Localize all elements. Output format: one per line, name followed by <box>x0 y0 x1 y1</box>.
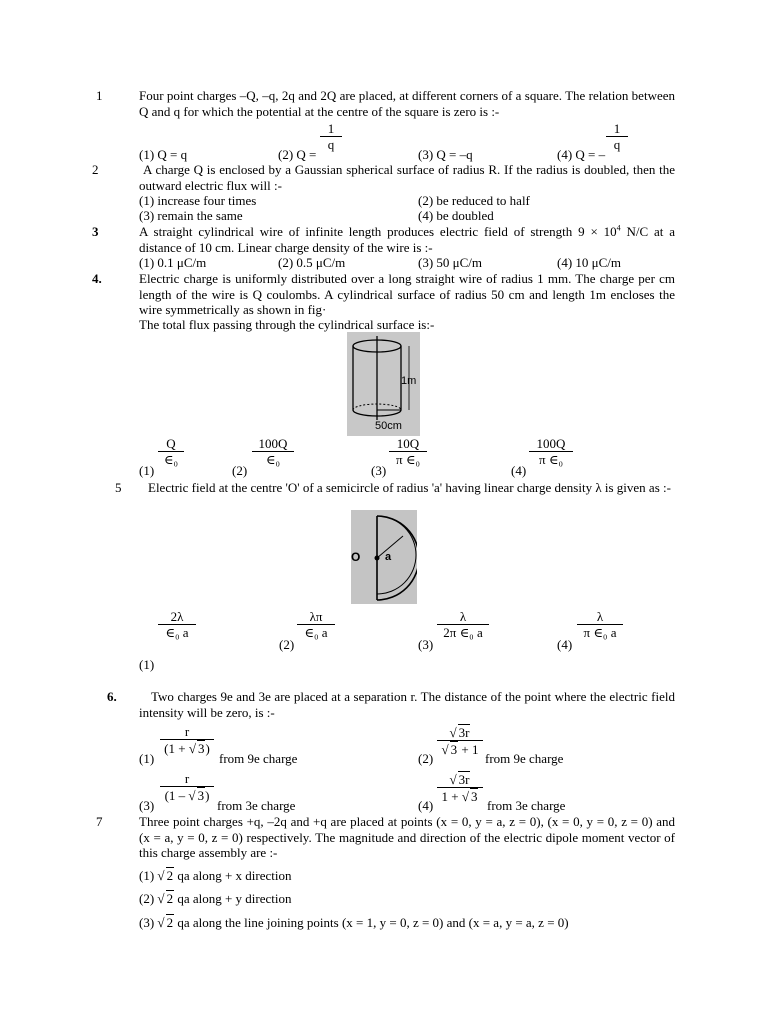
fraction-numerator: r <box>160 771 214 787</box>
question-number: 3 <box>92 224 99 239</box>
option-3: (3) Q = –q <box>418 147 473 162</box>
question-text: A charge Q is enclosed by a Gaussian spherical surface of radius R. If the radius is doubled, then the outward electric flux will :- <box>139 162 675 193</box>
option-suffix: from 3e charge <box>217 798 296 813</box>
option-2: (2) 0.5 μC/m <box>278 255 346 270</box>
fraction-numerator: λ <box>577 609 623 625</box>
fraction-numerator: r <box>160 724 214 740</box>
fraction <box>297 609 335 640</box>
fraction <box>320 121 342 152</box>
fraction <box>158 609 196 640</box>
semicircle-drawing <box>351 510 417 604</box>
question-text-continued: The total flux passing through the cylindrical surface is:- <box>139 317 435 332</box>
fraction-denominator: ∈₀ a <box>304 625 328 640</box>
question-text-part: N/C at a distance of 10 cm. Linear charge density of the wire is :- <box>139 224 675 255</box>
option-2: (2) <box>279 637 295 652</box>
fraction <box>606 121 628 152</box>
radius-label: a <box>385 551 392 563</box>
fraction-numerator: 2λ <box>158 609 196 625</box>
fraction-denominator: ∈₀ <box>265 452 281 467</box>
question-number: 5 <box>115 480 122 495</box>
fraction-denominator: (1 + √ 3) <box>164 741 210 756</box>
fraction-denominator: ∈₀ a <box>165 625 189 640</box>
fraction-denominator: π ∈₀ <box>396 452 420 467</box>
question-text-part: A straight cylindrical wire of infinite length produces electric field of strength 9 × 10 <box>139 224 617 239</box>
fraction-denominator: √ 3 + 1 <box>441 742 479 757</box>
fraction <box>160 771 214 803</box>
option-2: (2) be reduced to half <box>418 193 530 208</box>
sqrt-radicand: 3 <box>197 788 205 803</box>
fraction-numerator: 10Q <box>389 436 427 452</box>
option-text: qa along the line joining points (x = 1, y = 0, z = 0) and (x = a, y = a, z = 0) <box>177 915 569 930</box>
option-3: (3) <box>418 637 434 652</box>
option-2: (2) <box>232 463 248 478</box>
sqrt-radicand: 2 <box>166 891 174 906</box>
option-3: (3) 50 μC/m <box>418 255 483 270</box>
option-suffix: from 9e charge <box>485 751 564 766</box>
sqrt-radicand: 3 <box>197 741 205 756</box>
option-4: (4) <box>418 798 434 813</box>
fraction-numerator: 1 <box>606 121 628 137</box>
option-suffix: from 3e charge <box>487 798 566 813</box>
option-4: (4) be doubled <box>418 208 494 223</box>
question-number: 1 <box>96 88 103 103</box>
option-3: (3) <box>139 798 155 813</box>
option-3: (3) remain the same <box>139 208 243 223</box>
fraction-numerator: 1 <box>320 121 342 137</box>
option-1: (1) <box>139 751 155 766</box>
fraction <box>529 436 573 467</box>
fraction <box>437 609 489 640</box>
option-1: (1) <box>139 657 155 672</box>
sqrt-radicand: 3 <box>450 742 458 757</box>
fraction-numerator: λ <box>437 609 489 625</box>
sqrt-radicand: 2 <box>166 868 174 883</box>
fraction-denominator: 1 + √ 3 <box>441 789 478 804</box>
semicircle-figure <box>351 510 417 604</box>
option-label: (3) <box>139 915 155 930</box>
question-text: Two charges 9e and 3e are placed at a separation r. The distance of the point where the electric field intensity will be zero, is :- <box>139 689 675 720</box>
option-4: (4) <box>557 637 573 652</box>
denominator-part: 1 + <box>441 789 462 804</box>
sqrt-radicand: 3r <box>458 725 470 740</box>
question-text: Three point charges +q, –2q and +q are placed at points (x = 0, y = a, z = 0), (x = 0, y = 0, z = 0) and (x = a, y = 0, z = 0) respectively. The magnitude and direction of the electric dipole moment vector of this charge assembly are :- <box>139 814 675 860</box>
option-2: (2) Q = <box>278 147 317 162</box>
fraction <box>389 436 427 467</box>
option-1: (1) 0.1 μC/m <box>139 255 207 270</box>
option-3: (3) √ 2 qa along the line joining points (x = 1, y = 0, z = 0) and (x = a, y = a, z = 0) <box>139 915 569 930</box>
question-text: Electric charge is uniformly distributed over a long straight wire of radius 1 mm. The charge per cm length of the wire is Q coulombs. A cylindrical surface of radius 50 cm and length 1m encloses the wire symmetrically as shown in fig· <box>139 271 675 317</box>
question-number: 7 <box>96 814 103 829</box>
option-1: (1) <box>139 463 155 478</box>
fraction-denominator: q <box>327 137 335 152</box>
option-1: (1) √ 2 qa along + x direction <box>139 868 292 883</box>
option-1: (1) increase four times <box>139 193 257 208</box>
fraction-denominator: q <box>613 137 621 152</box>
question-number: 2 <box>92 162 99 177</box>
denominator-part: ) <box>205 741 210 756</box>
option-4: (4) Q = – <box>557 147 606 162</box>
fraction-numerator: √ 3r <box>437 771 483 788</box>
fraction-numerator: 100Q <box>252 436 294 452</box>
question-number: 6. <box>107 689 117 704</box>
sqrt-radicand: 3r <box>458 772 470 787</box>
radius-label: 50cm <box>375 420 402 432</box>
length-label: 1m <box>401 375 417 387</box>
fraction-denominator: (1 – √ 3) <box>164 788 210 803</box>
denominator-part: (1 – <box>164 788 189 803</box>
denominator-part: ) <box>205 788 210 803</box>
question-text <box>139 224 675 255</box>
question-text: Four point charges –Q, –q, 2q and 2Q are placed, at different corners of a square. The relation between Q and q for which the potential at the centre of the square is zero is :- <box>139 88 675 119</box>
option-2: (2) <box>418 751 434 766</box>
fraction-denominator: π ∈₀ a <box>583 625 617 640</box>
origin-label: O <box>351 550 361 564</box>
option-text: qa along + x direction <box>177 868 292 883</box>
exponent: 4 <box>616 223 621 233</box>
fraction-numerator: √ 3r <box>437 724 483 741</box>
fraction <box>160 724 214 756</box>
option-2: (2) √ 2 qa along + y direction <box>139 891 292 906</box>
fraction <box>437 724 483 757</box>
option-text: qa along + y direction <box>177 891 292 906</box>
fraction-denominator: π ∈₀ <box>539 452 563 467</box>
option-4: (4) <box>511 463 527 478</box>
denominator-part: + 1 <box>458 742 479 757</box>
fraction-denominator: ∈₀ <box>163 452 179 467</box>
question-number: 4. <box>92 271 102 286</box>
fraction-numerator: 100Q <box>529 436 573 452</box>
option-label: (2) <box>139 891 155 906</box>
sqrt-radicand: 3 <box>470 789 478 804</box>
fraction-numerator: λπ <box>297 609 335 625</box>
option-label: (1) <box>139 868 155 883</box>
fraction-denominator: 2π ∈₀ a <box>443 625 483 640</box>
option-3: (3) <box>371 463 387 478</box>
question-text: Electric field at the centre 'O' of a semicircle of radius 'a' having linear charge density λ is given as :- <box>148 480 671 495</box>
option-1: (1) Q = q <box>139 147 188 162</box>
option-suffix: from 9e charge <box>219 751 298 766</box>
fraction <box>252 436 294 467</box>
cylinder-figure <box>347 332 420 436</box>
fraction <box>437 771 483 804</box>
option-4: (4) 10 μC/m <box>557 255 622 270</box>
fraction <box>577 609 623 640</box>
sqrt-radicand: 2 <box>166 915 174 930</box>
denominator-part: (1 + <box>164 741 189 756</box>
fraction <box>158 436 184 467</box>
fraction-numerator: Q <box>158 436 184 452</box>
